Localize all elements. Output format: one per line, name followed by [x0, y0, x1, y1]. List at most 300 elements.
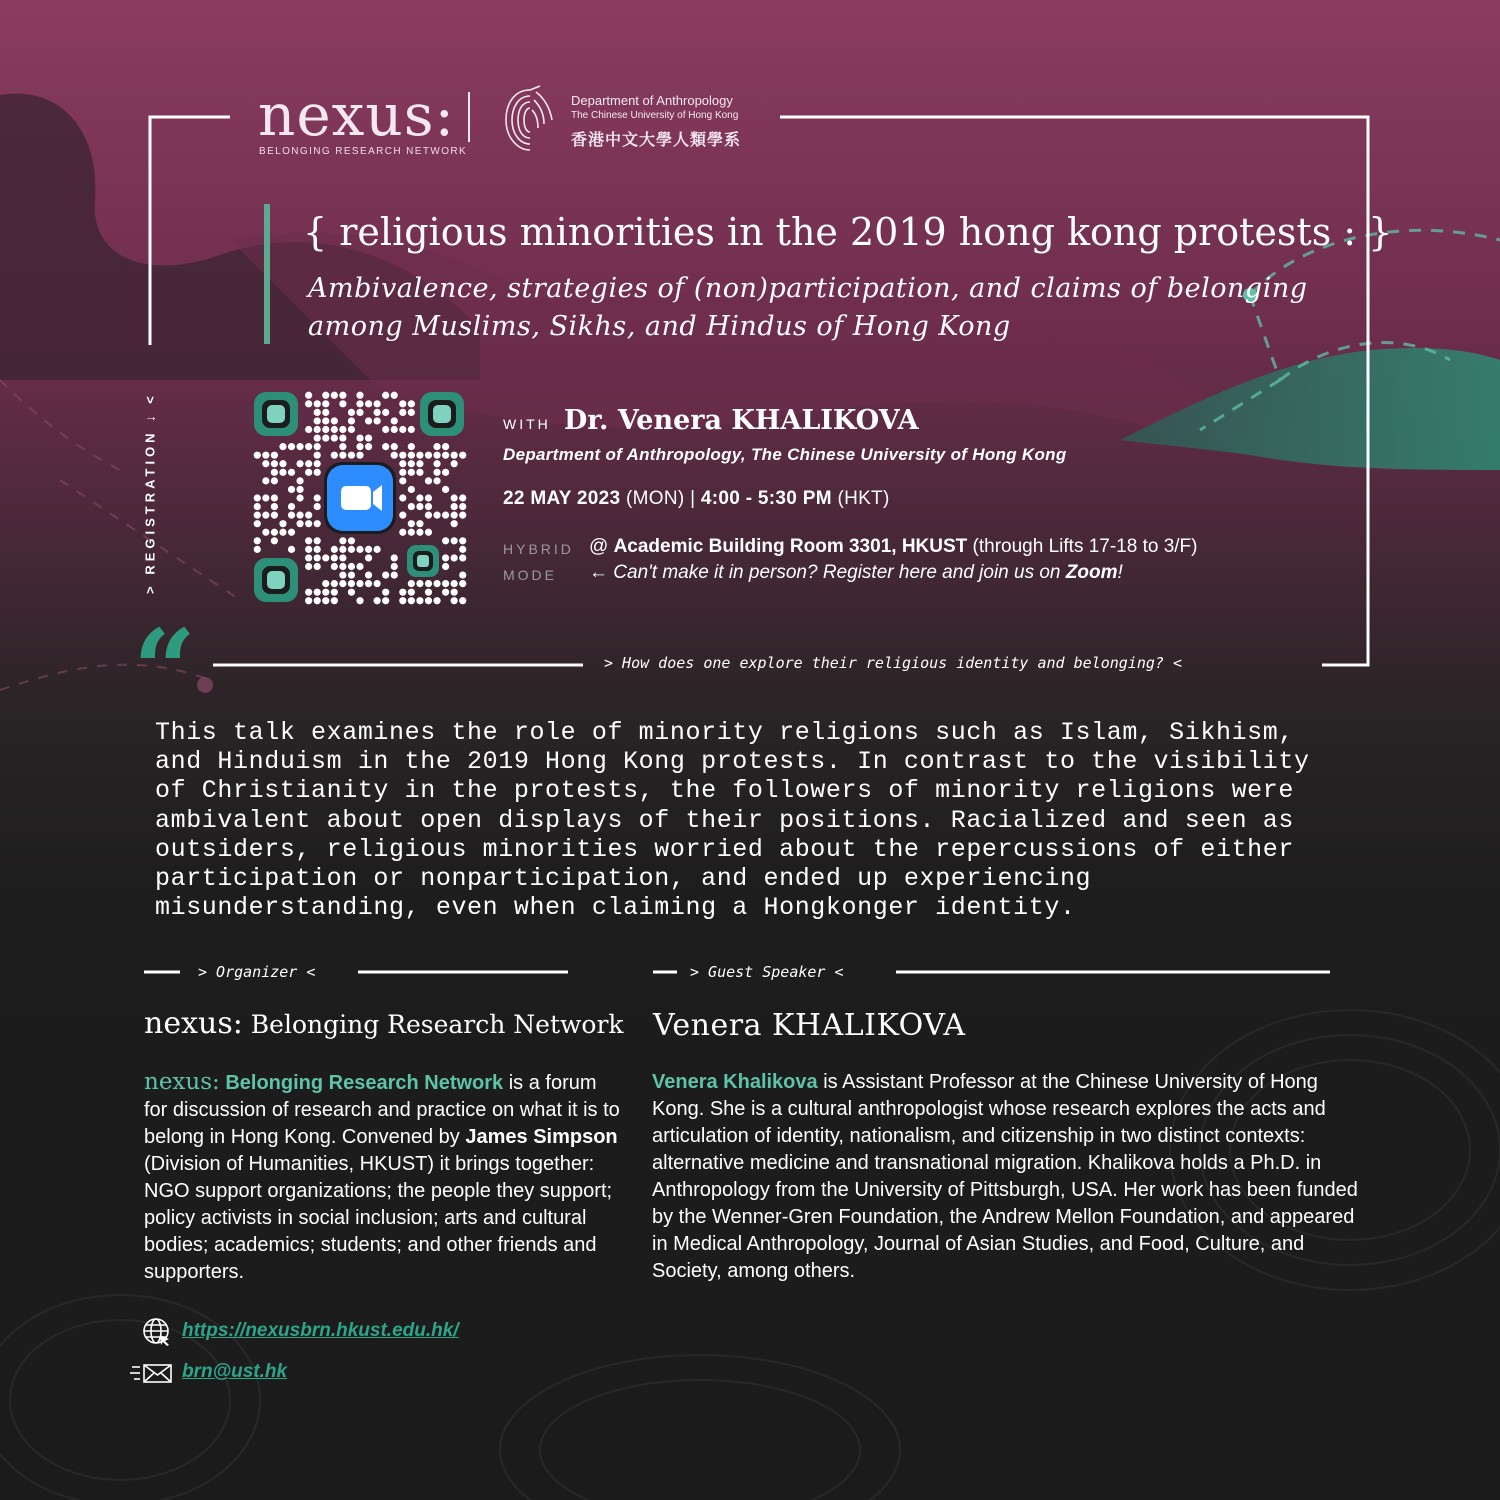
zoom-suffix: !: [1117, 562, 1123, 583]
qr-module: [305, 426, 312, 433]
qr-module: [408, 452, 415, 459]
qr-module: [262, 460, 269, 467]
qr-module: [391, 392, 398, 399]
qr-module: [296, 486, 303, 493]
qr-module: [451, 589, 458, 596]
qr-module: [416, 597, 423, 604]
qr-module: [459, 597, 466, 604]
qr-module: [382, 597, 389, 604]
qr-module: [451, 580, 458, 587]
qr-module: [305, 469, 312, 476]
qr-module: [348, 452, 355, 459]
event-datetime: [503, 488, 890, 510]
qr-module: [442, 512, 449, 519]
qr-module: [408, 529, 415, 536]
qr-module: [322, 554, 329, 561]
qr-module: [339, 434, 346, 441]
venue-note: (through Lifts 17-18 to 3/F): [972, 536, 1198, 557]
qr-module: [374, 546, 381, 553]
guest-bio-text: is Assistant Professor at the Chinese University of Hong Kong. She is a cultural anthropologist whose research explores the acts and articulation of identity, nationalism, and citizenship in two distinct contexts: alternative medicine and transnational migration. Khalikova holds a Ph.D. in Anthropology from the University of Pittsburgh, USA. Her work has been funded by the Wenner-Gren Foundation, the Andrew Mellon Foundation, and appeared in Medical Anthropology, Journal of Asian Studies, and Food, Culture, and Society, among others.: [652, 1071, 1358, 1282]
qr-module: [331, 546, 338, 553]
speaker-name: Dr. Venera KHALIKOVA: [563, 405, 919, 436]
qr-module: [314, 494, 321, 501]
qr-module: [314, 452, 321, 459]
qr-module: [305, 597, 312, 604]
qr-module: [425, 452, 432, 459]
qr-module: [459, 546, 466, 553]
venue-at: @: [589, 536, 609, 557]
qr-module: [399, 426, 406, 433]
qr-module: [365, 571, 372, 578]
qr-module: [305, 537, 312, 544]
qr-module: [382, 392, 389, 399]
qr-module: [408, 589, 415, 596]
header-divider: [468, 92, 470, 142]
qr-module: [314, 434, 321, 441]
qr-module: [451, 452, 458, 459]
qr-module: [314, 469, 321, 476]
qr-module: [288, 486, 295, 493]
qr-module: [314, 520, 321, 527]
qr-module: [356, 409, 363, 416]
qr-module: [425, 589, 432, 596]
qr-module: [442, 580, 449, 587]
qr-module: [339, 452, 346, 459]
qr-module: [408, 443, 415, 450]
organizer-title: [144, 1006, 624, 1041]
qr-module: [254, 520, 261, 527]
qr-module: [374, 417, 381, 424]
qr-module: [279, 443, 286, 450]
qr-module: [262, 477, 269, 484]
qr-module: [374, 409, 381, 416]
qr-module: [305, 520, 312, 527]
qr-module: [399, 512, 406, 519]
qr-module: [271, 512, 278, 519]
qr-module: [279, 469, 286, 476]
qr-finder-top-left: [254, 392, 298, 436]
qr-module: [408, 503, 415, 510]
qr-module: [296, 477, 303, 484]
qr-module: [459, 537, 466, 544]
qr-module: [416, 494, 423, 501]
qr-module: [296, 520, 303, 527]
qr-module: [271, 494, 278, 501]
qr-module: [399, 400, 406, 407]
organizer-title-name: Belonging Research Network: [250, 1010, 624, 1039]
qr-module: [339, 400, 346, 407]
datetime-separator: |: [690, 488, 696, 509]
qr-module: [459, 512, 466, 519]
mail-icon: [130, 1362, 174, 1386]
qr-module: [288, 529, 295, 536]
qr-module: [314, 554, 321, 561]
qr-module: [288, 469, 295, 476]
qr-module: [339, 546, 346, 553]
qr-module: [262, 494, 269, 501]
qr-module: [365, 417, 372, 424]
globe-icon: [142, 1317, 172, 1347]
qr-module: [399, 589, 406, 596]
qr-module: [408, 426, 415, 433]
qr-module: [331, 392, 338, 399]
dept-chinese-name: 香港中文大學人類學系: [571, 130, 742, 149]
qr-module: [322, 589, 329, 596]
qr-module: [339, 537, 346, 544]
qr-module: [459, 571, 466, 578]
qr-module: [331, 452, 338, 459]
dept-university: The Chinese University of Hong Kong: [571, 110, 739, 121]
qr-module: [322, 417, 329, 424]
qr-module: [331, 426, 338, 433]
qr-module: [365, 554, 372, 561]
qr-module: [391, 426, 398, 433]
registration-label: > REGISTRATION ↓ <: [142, 392, 158, 594]
qr-module: [254, 494, 261, 501]
qr-module: [425, 494, 432, 501]
qr-finder-bottom-left: [254, 558, 298, 602]
qr-module: [271, 529, 278, 536]
organizer-title-nexus: nexus:: [144, 1006, 243, 1041]
qr-module: [451, 503, 458, 510]
qr-module: [314, 426, 321, 433]
qr-module: [314, 400, 321, 407]
qr-module: [279, 460, 286, 467]
qr-module: [314, 503, 321, 510]
organizer-desc-part1: is a forum for discussion of research and practice on what it is to belong in Hong Kong. Convened by: [144, 1072, 620, 1148]
qr-module: [451, 512, 458, 519]
qr-module: [288, 503, 295, 510]
event-weekday: (MON): [626, 488, 685, 509]
qr-module: [382, 409, 389, 416]
qr-module: [451, 597, 458, 604]
qr-module: [374, 400, 381, 407]
qr-module: [356, 580, 363, 587]
qr-module: [433, 512, 440, 519]
qr-module: [339, 563, 346, 570]
qr-module: [331, 417, 338, 424]
qr-module: [442, 469, 449, 476]
qr-module: [288, 546, 295, 553]
qr-module: [331, 563, 338, 570]
qr-alignment-pattern: [407, 545, 439, 577]
qr-module: [459, 494, 466, 501]
qr-module: [322, 580, 329, 587]
qr-module: [442, 554, 449, 561]
qr-module: [331, 597, 338, 604]
qr-module: [348, 571, 355, 578]
zoom-registration-line[interactable]: [589, 562, 1123, 584]
qr-module: [271, 469, 278, 476]
qr-module: [382, 589, 389, 596]
qr-module: [408, 580, 415, 587]
qr-finder-top-right: [420, 392, 464, 436]
qr-module: [416, 520, 423, 527]
qr-module: [296, 512, 303, 519]
organizer-desc-nexus: nexus:: [144, 1069, 220, 1095]
qr-module: [279, 529, 286, 536]
qr-module: [339, 554, 346, 561]
event-timezone: (HKT): [837, 488, 890, 509]
organizer-desc-part2: (Division of Humanities, HKUST) it brings together: NGO support organizations; the people they support; policy activists in social inclusion; arts and cultural bodies; academics; students; and other friends and supporters.: [144, 1153, 613, 1283]
qr-module: [374, 597, 381, 604]
qr-module: [279, 520, 286, 527]
qr-module: [356, 434, 363, 441]
guest-section-label: > Guest Speaker <: [690, 963, 844, 981]
event-subtitle-line1: Ambivalence, strategies of (non)participation, and claims of belonging: [308, 273, 1308, 304]
qr-module: [254, 537, 261, 544]
qr-module: [442, 537, 449, 544]
qr-module: [348, 589, 355, 596]
qr-module: [356, 392, 363, 399]
qr-module: [339, 571, 346, 578]
qr-module: [271, 452, 278, 459]
qr-module: [356, 452, 363, 459]
venue-name: Academic Building Room 3301, HKUST: [613, 536, 968, 557]
qr-module: [399, 469, 406, 476]
qr-module: [382, 571, 389, 578]
qr-module: [322, 400, 329, 407]
qr-module: [433, 597, 440, 604]
qr-module: [271, 537, 278, 544]
with-label: WITH: [503, 416, 551, 432]
qr-module: [314, 589, 321, 596]
organizer-convener: James Simpson: [465, 1126, 618, 1148]
qr-module: [305, 460, 312, 467]
qr-module: [451, 494, 458, 501]
qr-module: [399, 409, 406, 416]
website-link[interactable]: https://nexusbrn.hkust.edu.hk/: [182, 1320, 459, 1341]
qr-module: [365, 434, 372, 441]
qr-module: [391, 443, 398, 450]
guest-bio: [652, 1069, 1370, 1285]
qr-module: [433, 580, 440, 587]
qr-module: [416, 460, 423, 467]
qr-module: [425, 512, 432, 519]
qr-module: [399, 597, 406, 604]
qr-module: [408, 409, 415, 416]
qr-module: [331, 589, 338, 596]
qr-module: [271, 503, 278, 510]
qr-module: [356, 546, 363, 553]
qr-module: [288, 443, 295, 450]
zoom-icon: [324, 462, 396, 534]
qr-module: [433, 460, 440, 467]
qr-module: [451, 554, 458, 561]
qr-module: [399, 529, 406, 536]
qr-module: [399, 494, 406, 501]
qr-module: [339, 392, 346, 399]
qr-module: [314, 460, 321, 467]
qr-module: [425, 503, 432, 510]
qr-module: [314, 417, 321, 424]
event-subtitle-line2: among Muslims, Sikhs, and Hindus of Hong Kong: [308, 311, 1011, 342]
qr-module: [365, 580, 372, 587]
qr-module: [314, 443, 321, 450]
qr-module: [296, 460, 303, 467]
qr-module: [296, 443, 303, 450]
mode-label-hybrid: HYBRID: [503, 541, 574, 557]
qr-module: [408, 469, 415, 476]
qr-module: [365, 546, 372, 553]
qr-module: [433, 443, 440, 450]
qr-module: [305, 512, 312, 519]
qr-module: [416, 469, 423, 476]
guest-name-heading: Venera KHALIKOVA: [653, 1008, 966, 1043]
qr-module: [305, 400, 312, 407]
qr-module: [348, 563, 355, 570]
qr-module: [305, 392, 312, 399]
qr-module: [451, 537, 458, 544]
network-lines-left: [0, 380, 240, 690]
qr-module: [322, 597, 329, 604]
qr-module: [408, 486, 415, 493]
qr-module: [442, 589, 449, 596]
qr-module: [339, 580, 346, 587]
qr-module: [433, 477, 440, 484]
qr-module: [305, 589, 312, 596]
qr-module: [348, 580, 355, 587]
qr-module: [331, 580, 338, 587]
event-venue: [589, 536, 1198, 558]
qr-module: [416, 580, 423, 587]
cuhk-anthropology-fingerprint-icon: [500, 84, 560, 156]
guest-bio-name: Venera Khalikova: [652, 1071, 818, 1093]
speaker-line: [503, 405, 919, 436]
qr-module: [391, 571, 398, 578]
event-time: 4:00 - 5:30 PM: [700, 488, 832, 509]
qr-module: [348, 537, 355, 544]
qr-module: [382, 443, 389, 450]
email-link[interactable]: brn@ust.hk: [182, 1361, 288, 1382]
qr-module: [391, 452, 398, 459]
title-accent-bar: [264, 204, 270, 344]
key-question: > How does one explore their religious identity and belonging? <: [604, 654, 1182, 672]
qr-module: [331, 434, 338, 441]
qr-module: [408, 520, 415, 527]
qr-module: [356, 400, 363, 407]
qr-module: [254, 452, 261, 459]
qr-module: [442, 452, 449, 459]
qr-module: [425, 597, 432, 604]
qr-module: [382, 426, 389, 433]
qr-module: [356, 597, 363, 604]
qr-module: [348, 417, 355, 424]
qr-module: [433, 452, 440, 459]
qr-module: [365, 443, 372, 450]
qr-module: [322, 434, 329, 441]
qr-module: [314, 409, 321, 416]
organizer-section-label: > Organizer <: [198, 963, 316, 981]
speaker-affiliation: Department of Anthropology, The Chinese University of Hong Kong: [503, 445, 1067, 464]
zoom-word: Zoom: [1065, 562, 1118, 583]
qr-module: [348, 409, 355, 416]
qr-module: [322, 409, 329, 416]
nexus-logo: nexus:: [258, 81, 456, 149]
event-title: { religious minorities in the 2019 hong kong protests : }: [303, 210, 1393, 254]
qr-module: [348, 426, 355, 433]
qr-module: [322, 426, 329, 433]
registration-qr-code[interactable]: [252, 390, 468, 606]
qr-module: [296, 494, 303, 501]
qr-module: [416, 503, 423, 510]
qr-module: [254, 512, 261, 519]
network-node-left: [197, 677, 213, 693]
qr-module: [339, 443, 346, 450]
qr-module: [451, 520, 458, 527]
qr-module: [416, 452, 423, 459]
qr-module: [442, 486, 449, 493]
qr-module: [399, 452, 406, 459]
qr-module: [305, 554, 312, 561]
qr-module: [391, 554, 398, 561]
qr-module: [459, 554, 466, 561]
qr-module: [451, 460, 458, 467]
dept-name: Department of Anthropology: [571, 93, 733, 108]
qr-module: [399, 477, 406, 484]
qr-module: [314, 597, 321, 604]
qr-module: [356, 443, 363, 450]
qr-module: [262, 452, 269, 459]
qr-module: [271, 460, 278, 467]
qr-module: [442, 563, 449, 570]
qr-module: [305, 563, 312, 570]
qr-module: [425, 529, 432, 536]
qr-module: [305, 546, 312, 553]
qr-module: [408, 597, 415, 604]
qr-module: [459, 503, 466, 510]
qr-module: [391, 417, 398, 424]
qr-module: [408, 400, 415, 407]
qr-module: [399, 460, 406, 467]
abstract-text: This talk examines the role of minority religions such as Islam, Sikhism, and Hinduism in the 2019 Hong Kong protests. In contrast to the visibility of Christianity in the protests, the followers of minority religions were ambivalent about open displays of their positions. Racialized and seen as outsiders, religious minorities worried about the repercussions of either participation or nonparticipation, and ended up experiencing misunderstanding, even when claiming a Hongkonger identity.: [155, 718, 1310, 923]
qr-module: [459, 452, 466, 459]
qr-module: [271, 477, 278, 484]
qr-module: [331, 554, 338, 561]
qr-module: [374, 580, 381, 587]
mode-label-mode: MODE: [503, 567, 557, 583]
event-date: 22 MAY 2023: [503, 488, 621, 509]
qr-module: [254, 503, 261, 510]
qr-module: [433, 469, 440, 476]
organizer-desc-name: Belonging Research Network: [225, 1072, 504, 1094]
qr-module: [314, 563, 321, 570]
qr-module: [416, 529, 423, 536]
qr-module: [365, 400, 372, 407]
qr-module: [314, 537, 321, 544]
qr-module: [459, 580, 466, 587]
quote-mark: “: [133, 605, 197, 734]
qr-module: [305, 443, 312, 450]
qr-module: [262, 529, 269, 536]
qr-module: [322, 392, 329, 399]
organizer-description: [144, 1069, 622, 1286]
qr-module: [262, 512, 269, 519]
zoom-prefix: ← Can't make it in person? Register here and join us on: [589, 562, 1061, 583]
qr-module: [288, 512, 295, 519]
qr-module: [314, 546, 321, 553]
qr-module: [425, 580, 432, 587]
qr-module: [391, 563, 398, 570]
qr-module: [442, 443, 449, 450]
qr-module: [408, 460, 415, 467]
qr-module: [348, 546, 355, 553]
qr-module: [254, 546, 261, 553]
qr-module: [339, 426, 346, 433]
qr-module: [356, 563, 363, 570]
qr-module: [425, 477, 432, 484]
nexus-tagline: BELONGING RESEARCH NETWORK: [259, 146, 468, 157]
